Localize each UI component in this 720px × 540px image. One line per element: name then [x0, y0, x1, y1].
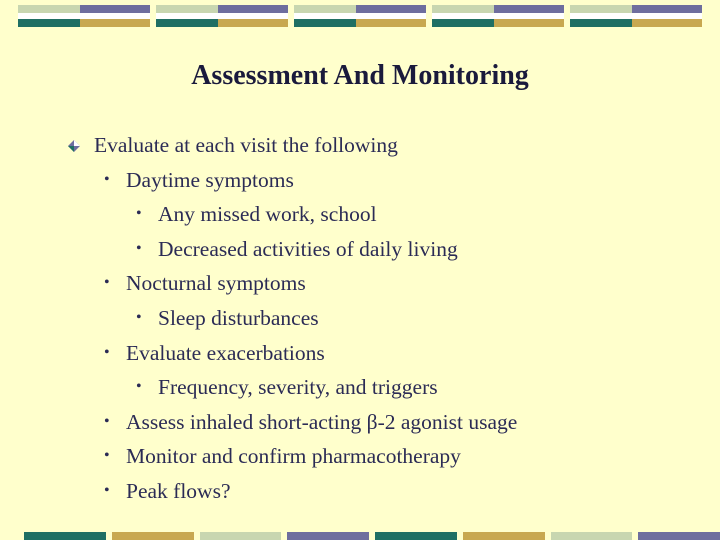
bullet-text: Any missed work, school: [158, 202, 377, 227]
top-decorative-band: [0, 0, 720, 40]
bullet-item-level-3: [66, 232, 686, 267]
bullet-text: Evaluate at each visit the following: [94, 133, 398, 157]
bullet-text: Daytime symptoms: [126, 167, 294, 192]
bullet-text: Frequency, severity, and triggers: [158, 375, 438, 400]
band-segment: [375, 532, 457, 540]
band-segment: [200, 532, 282, 540]
bullet-item-level-1: [66, 128, 686, 163]
band-segment: [638, 532, 720, 540]
band-segment: [551, 532, 633, 540]
bullet-dot-icon: •: [104, 343, 110, 361]
bullet-text: Sleep disturbances: [158, 305, 319, 330]
band-segment: [287, 532, 369, 540]
bullet-item-level-2: [66, 405, 686, 440]
bullet-dot-icon: •: [104, 447, 110, 465]
band-tile: [432, 5, 564, 35]
bullet-dot-icon: •: [104, 274, 110, 292]
diamond-bullet-icon: [68, 140, 80, 152]
band-segment: [112, 532, 194, 540]
bullet-text: Decreased activities of daily living: [158, 236, 458, 261]
bullet-item-level-3: [66, 301, 686, 336]
band-tile: [18, 5, 150, 35]
bullet-text: Monitor and confirm pharmacotherapy: [126, 444, 461, 469]
bullet-item-level-2: [66, 266, 686, 301]
bullet-dot-icon: •: [104, 170, 110, 188]
slide-title: Assessment And Monitoring: [191, 60, 529, 91]
bullet-item-level-2: [66, 163, 686, 198]
bottom-decorative-band: [24, 532, 720, 540]
band-segment: [463, 532, 545, 540]
bullet-dot-icon: •: [136, 239, 142, 257]
band-tile: [156, 5, 288, 35]
bullet-text: Assess inhaled short-acting β-2 agonist usage: [126, 409, 518, 434]
bullet-item-level-3: [66, 197, 686, 232]
bullet-dot-icon: •: [104, 412, 110, 430]
bullet-dot-icon: •: [136, 205, 142, 223]
bullet-item-level-2: [66, 439, 686, 474]
bullet-item-level-2: [66, 474, 686, 509]
bullet-item-level-3: [66, 370, 686, 405]
bullet-item-level-2: [66, 336, 686, 371]
band-tile: [294, 5, 426, 35]
bullet-list: [66, 128, 686, 509]
bullet-dot-icon: •: [136, 378, 142, 396]
bullet-dot-icon: •: [104, 481, 110, 499]
band-tile: [570, 5, 702, 35]
bullet-text: Evaluate exacerbations: [126, 340, 325, 365]
bullet-text: Nocturnal symptoms: [126, 271, 306, 296]
band-segment: [24, 532, 106, 540]
bullet-text: Peak flows?: [126, 478, 231, 503]
bullet-dot-icon: •: [136, 308, 142, 326]
